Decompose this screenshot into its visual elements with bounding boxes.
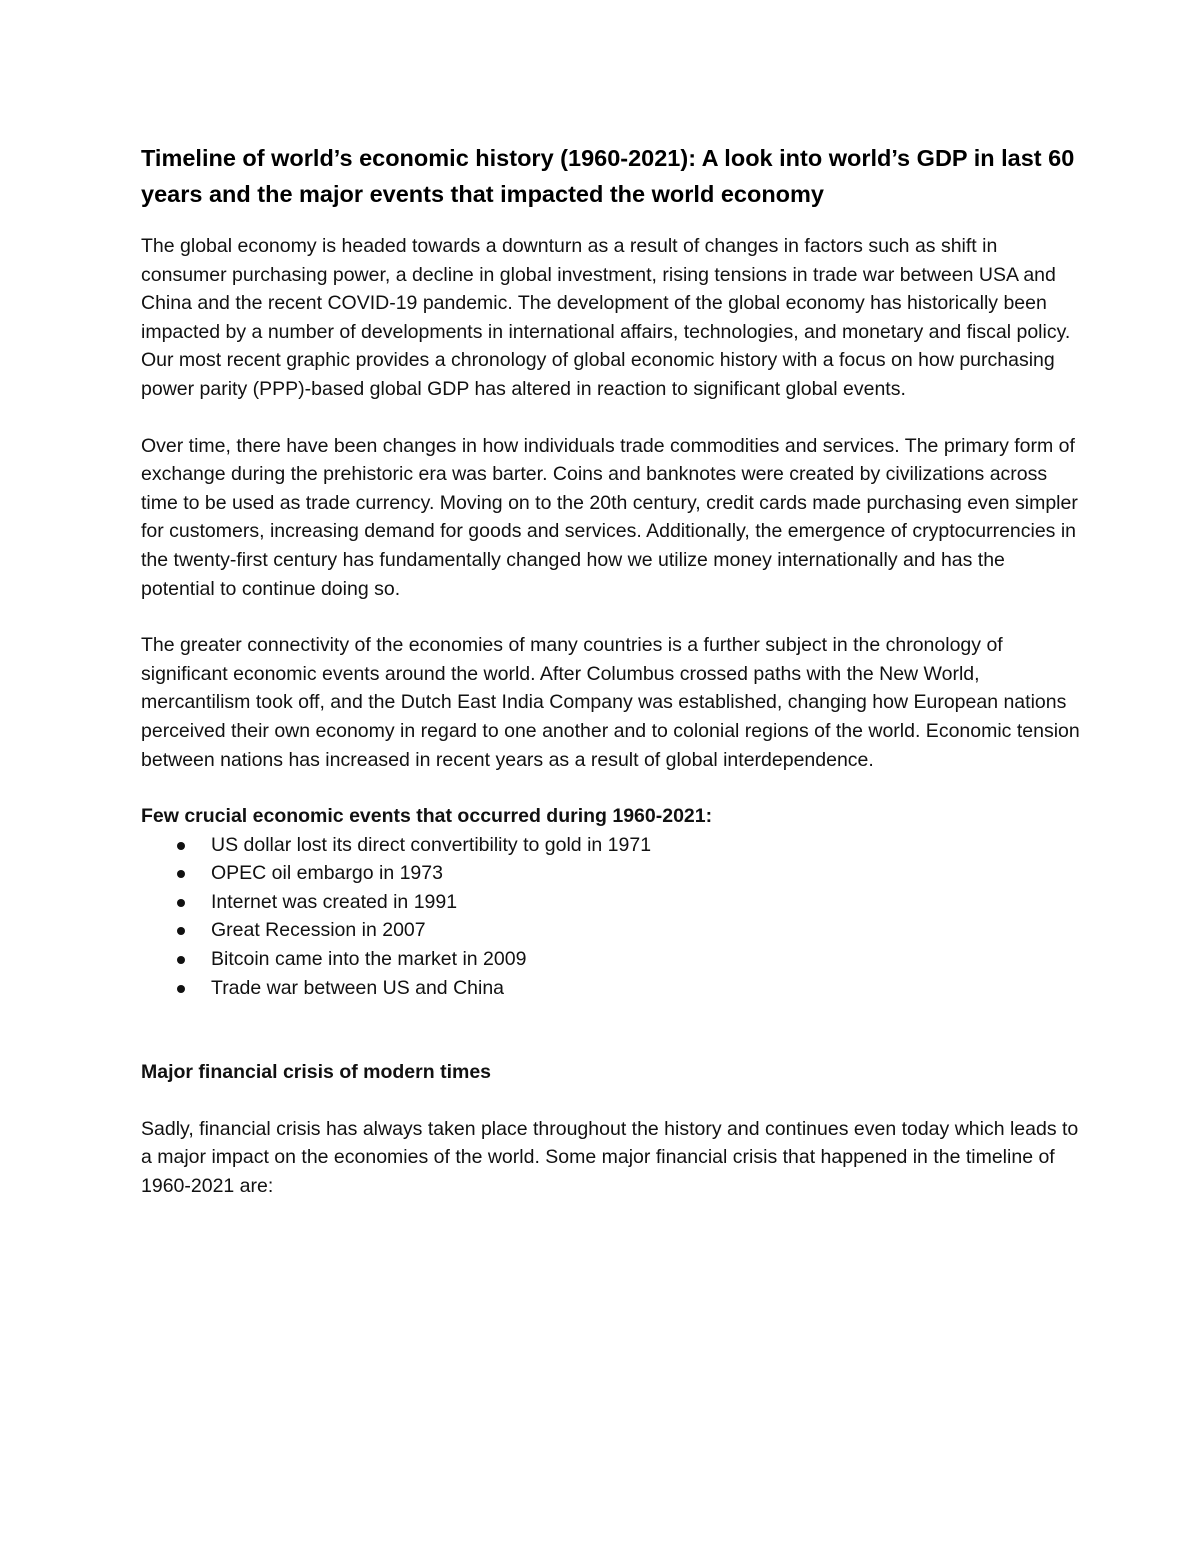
list-item-text: Trade war between US and China: [211, 976, 505, 999]
list-item-text: Bitcoin came into the market in 2009: [211, 948, 527, 971]
bullet-icon: [177, 956, 185, 964]
list-item-text: Internet was created in 1991: [211, 890, 458, 913]
document-title: Timeline of world’s economic history (1960-2021): A look into world’s GDP in last 60 years and the major events that impacted the world economy: [141, 145, 1075, 207]
bullet-icon: [177, 870, 185, 878]
bullet-icon: [177, 985, 185, 993]
events-heading: Few crucial economic events that occurred during 1960-2021:: [141, 805, 713, 828]
list-item: [141, 888, 1081, 917]
list-item: [141, 831, 1081, 860]
intro-paragraph: The global economy is headed towards a downturn as a result of changes in factors such as shift in consumer purchasing power, a decline in global investment, rising tensions in trade war between USA and China and the recent COVID-19 pandemic. The development of the global economy has historically been impacted by a number of developments in international affairs, technologies, and monetary and fiscal policy. Our most recent graphic provides a chronology of global economic history with a focus on how purchasing power parity (PPP)-based global GDP has altered in reaction to significant global events.: [141, 235, 1071, 400]
bullet-icon: [177, 842, 185, 850]
connectivity-paragraph: The greater connectivity of the economies of many countries is a further subject in the chronology of significant economic events around the world. After Columbus crossed paths with the New World, mercantilism took off, and the Dutch East India Company was established, changing how European nations perceived their own economy in regard to one another and to colonial regions of the world. Economic tension between nations has increased in recent years as a result of global interdependence.: [141, 634, 1080, 771]
list-item-text: Great Recession in 2007: [211, 919, 426, 942]
bullet-icon: [177, 927, 185, 935]
list-item: [141, 859, 1081, 888]
list-item-text: US dollar lost its direct convertibility to gold in 1971: [211, 833, 652, 856]
list-item: [141, 945, 1081, 974]
crisis-paragraph: Sadly, financial crisis has always taken place throughout the history and continues even today which leads to a major impact on the economies of the world. Some major financial crisis that happened in the timeline of 1960-2021 are:: [141, 1117, 1079, 1198]
list-item: [141, 974, 1081, 1003]
crisis-heading: Major financial crisis of modern times: [141, 1061, 492, 1084]
bullet-icon: [177, 899, 185, 907]
list-item: [141, 916, 1081, 945]
events-list: [141, 831, 1081, 1003]
exchange-history-paragraph: Over time, there have been changes in how individuals trade commodities and services. The primary form of exchange during the prehistoric era was barter. Coins and banknotes were created by civilizations across time to be used as trade currency. Moving on to the 20th century, credit cards made purchasing even simpler for customers, increasing demand for goods and services. Additionally, the emergence of cryptocurrencies in the twenty-first century has fundamentally changed how we utilize money internationally and has the potential to continue doing so.: [141, 434, 1078, 600]
document-page: [141, 140, 1081, 1229]
list-item-text: OPEC oil embargo in 1973: [211, 862, 443, 885]
title-block: [141, 140, 1081, 212]
events-section: [141, 802, 1081, 1002]
